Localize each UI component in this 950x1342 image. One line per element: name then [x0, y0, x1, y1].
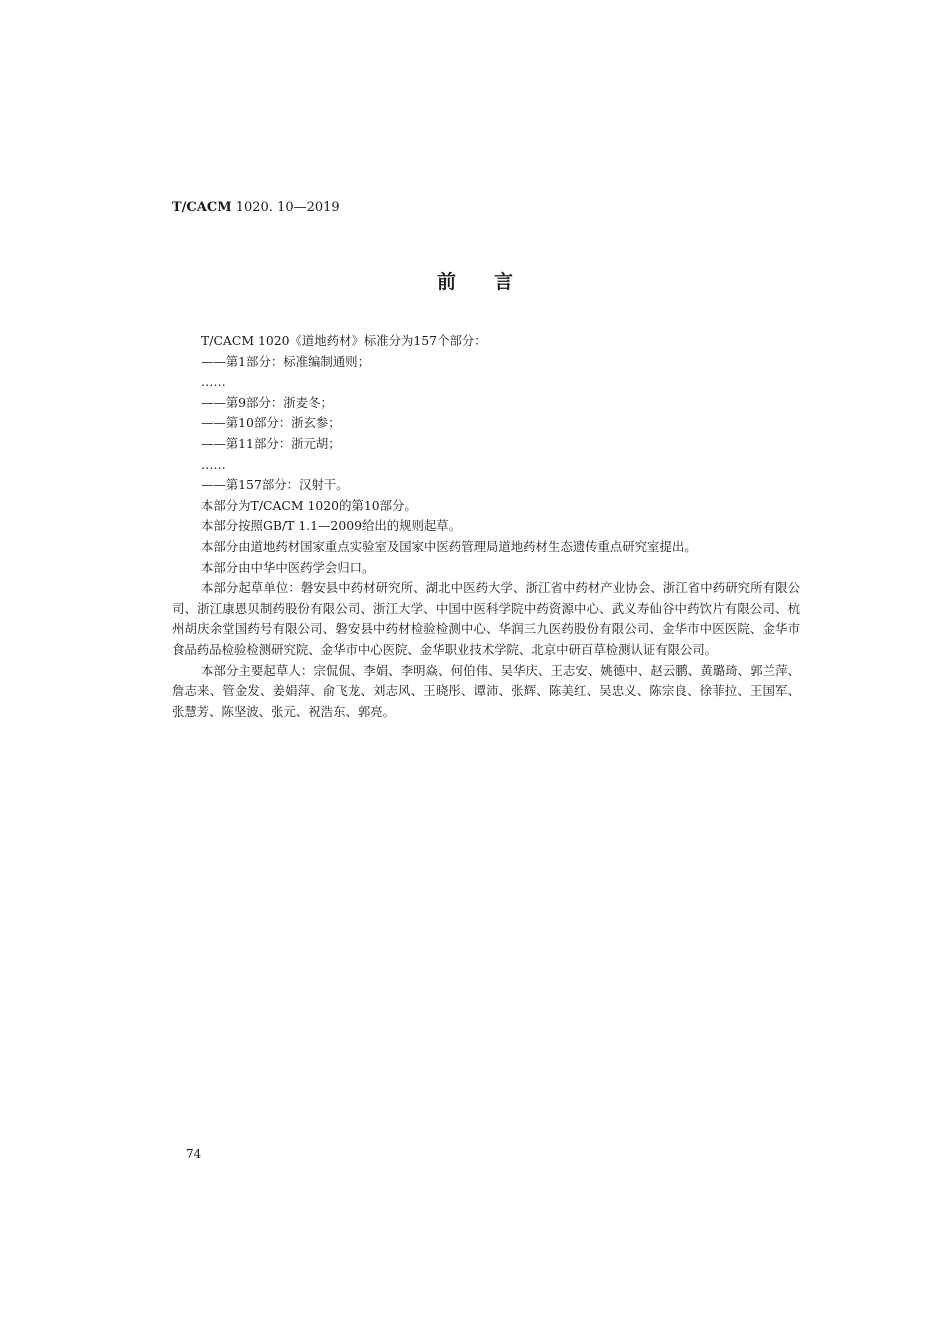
- foreword-body: [172, 331, 800, 722]
- list-item: ……: [201, 374, 226, 390]
- statement-line: 本部分由中华中医药学会归口。: [201, 559, 375, 575]
- statement-line: 本部分由道地药材国家重点实验室及国家中医药管理局道地药材生态遗传重点研究室提出。: [201, 538, 697, 554]
- list-item: ……: [201, 456, 226, 472]
- statement-line: 本部分为T/CACM 1020的第10部分。: [201, 497, 417, 513]
- list-item: ——第157部分：汉射干。: [201, 477, 349, 493]
- list-item: ——第1部分：标准编制通则；: [201, 353, 370, 369]
- page-number: 74: [186, 1147, 202, 1161]
- intro-line: T/CACM 1020《道地药材》标准分为157个部分：: [201, 333, 487, 348]
- page-title: [0, 270, 950, 294]
- list-item: ——第9部分：浙麦冬；: [201, 394, 333, 410]
- drafting-units-paragraph: 本部分起草单位：磐安县中药材研究所、湖北中医药大学、浙江省中药材产业协会、浙江省中药研究所有限公司、浙江康恩贝制药股份有限公司、浙江大学、中国中医科学院中药资源中心、武义寿仙谷中药饮片有限公司、杭州胡庆余堂国药号有限公司、磐安县中药材检验检测中心、华润三九医药股份有限公司、金华市中医医院、金华市食品药品检验检测研究院、金华市中心医院、金华职业技术学院、北京中研百草检测认证有限公司。: [172, 580, 800, 657]
- list-item: ——第10部分：浙玄参；: [201, 415, 341, 431]
- statement-line: 本部分按照GB/T 1.1—2009给出的规则起草。: [201, 518, 462, 534]
- standard-code-prefix: T/CACM: [172, 200, 232, 215]
- title-char-2: 言: [494, 271, 514, 293]
- title-char-1: 前: [436, 271, 456, 293]
- list-item: ——第11部分：浙元胡；: [201, 435, 341, 451]
- standard-code-number: 1020. 10—2019: [231, 200, 340, 215]
- drafters-paragraph: 本部分主要起草人：宗侃侃、李娟、李明焱、何伯伟、吴华庆、王志安、姚德中、赵云鹏、黄璐琦、郭兰萍、詹志来、管金发、姜娟萍、俞飞龙、刘志风、王晓彤、谭沛、张辉、陈美红、吴忠义、陈宗良、徐菲拉、王国军、张慧芳、陈坚波、张元、祝浩东、郭亮。: [172, 662, 800, 719]
- standard-code-header: [172, 199, 340, 217]
